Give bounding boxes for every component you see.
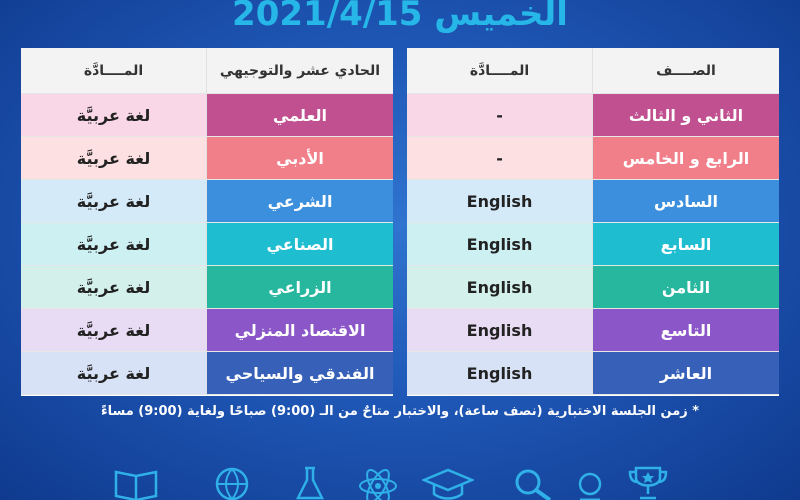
stream-cell: الزراعي	[207, 266, 393, 308]
table-row	[407, 94, 779, 137]
globe-icon	[210, 464, 254, 500]
subject-cell: لغة عربيَّة	[21, 309, 207, 351]
class-cell: الرابع و الخامس	[593, 137, 779, 179]
table-row	[21, 352, 393, 395]
table-row	[21, 266, 393, 309]
table-row	[407, 309, 779, 352]
table-header-row	[21, 48, 393, 94]
table-row	[407, 180, 779, 223]
class-cell: الثامن	[593, 266, 779, 308]
subject-cell: لغة عربيَّة	[21, 352, 207, 394]
graduation-cap-icon	[422, 464, 474, 500]
stream-cell: الصناعي	[207, 223, 393, 265]
table-row	[21, 94, 393, 137]
table-row	[21, 309, 393, 352]
book-icon	[112, 464, 160, 500]
table-row	[21, 137, 393, 180]
subject-cell: English	[407, 309, 593, 351]
table-row	[407, 137, 779, 180]
subject-cell: لغة عربيَّة	[21, 223, 207, 265]
footer-icons	[0, 458, 800, 500]
subject-cell: English	[407, 266, 593, 308]
science-icon	[570, 464, 610, 500]
table-header-row	[407, 48, 779, 94]
class-cell: الثاني و الثالث	[593, 94, 779, 136]
session-note: * زمن الجلسة الاختبارية (نصف ساعة)، والاختبار متاحٌ من الـ (9:00) صباحًا ولغاية (9:00) مساءً	[100, 404, 700, 419]
classes-table	[407, 48, 779, 396]
subject-cell: English	[407, 223, 593, 265]
header-stream: الحادي عشر والتوجيهي	[219, 62, 381, 79]
flask-icon	[290, 464, 330, 500]
subject-cell: -	[407, 94, 593, 136]
stream-cell: العلمي	[207, 94, 393, 136]
subject-cell: -	[407, 137, 593, 179]
subject-cell: English	[407, 352, 593, 394]
class-cell: السادس	[593, 180, 779, 222]
class-cell: السابع	[593, 223, 779, 265]
stream-cell: الشرعي	[207, 180, 393, 222]
subject-cell: لغة عربيَّة	[21, 137, 207, 179]
stream-cell: الأدبي	[207, 137, 393, 179]
subject-cell: English	[407, 180, 593, 222]
subject-cell: لغة عربيَّة	[21, 94, 207, 136]
magnifier-icon	[510, 464, 554, 500]
table-row	[21, 180, 393, 223]
header-subject: المــــادَّة	[407, 48, 593, 93]
stream-cell: الفندقي والسياحي	[207, 352, 393, 394]
streams-table	[21, 48, 393, 396]
table-row	[407, 352, 779, 395]
table-row	[407, 223, 779, 266]
stream-cell: الاقتصاد المنزلي	[207, 309, 393, 351]
table-row	[21, 223, 393, 266]
page-title: الخميس 2021/4/15	[232, 0, 568, 34]
table-row	[407, 266, 779, 309]
subject-cell: لغة عربيَّة	[21, 266, 207, 308]
subject-cell: لغة عربيَّة	[21, 180, 207, 222]
class-cell: العاشر	[593, 352, 779, 394]
header-subject: المــــادَّة	[21, 48, 207, 93]
class-cell: التاسع	[593, 309, 779, 351]
atom-icon	[356, 464, 400, 500]
header-class: الصــــف	[656, 62, 716, 79]
trophy-icon	[626, 464, 670, 500]
